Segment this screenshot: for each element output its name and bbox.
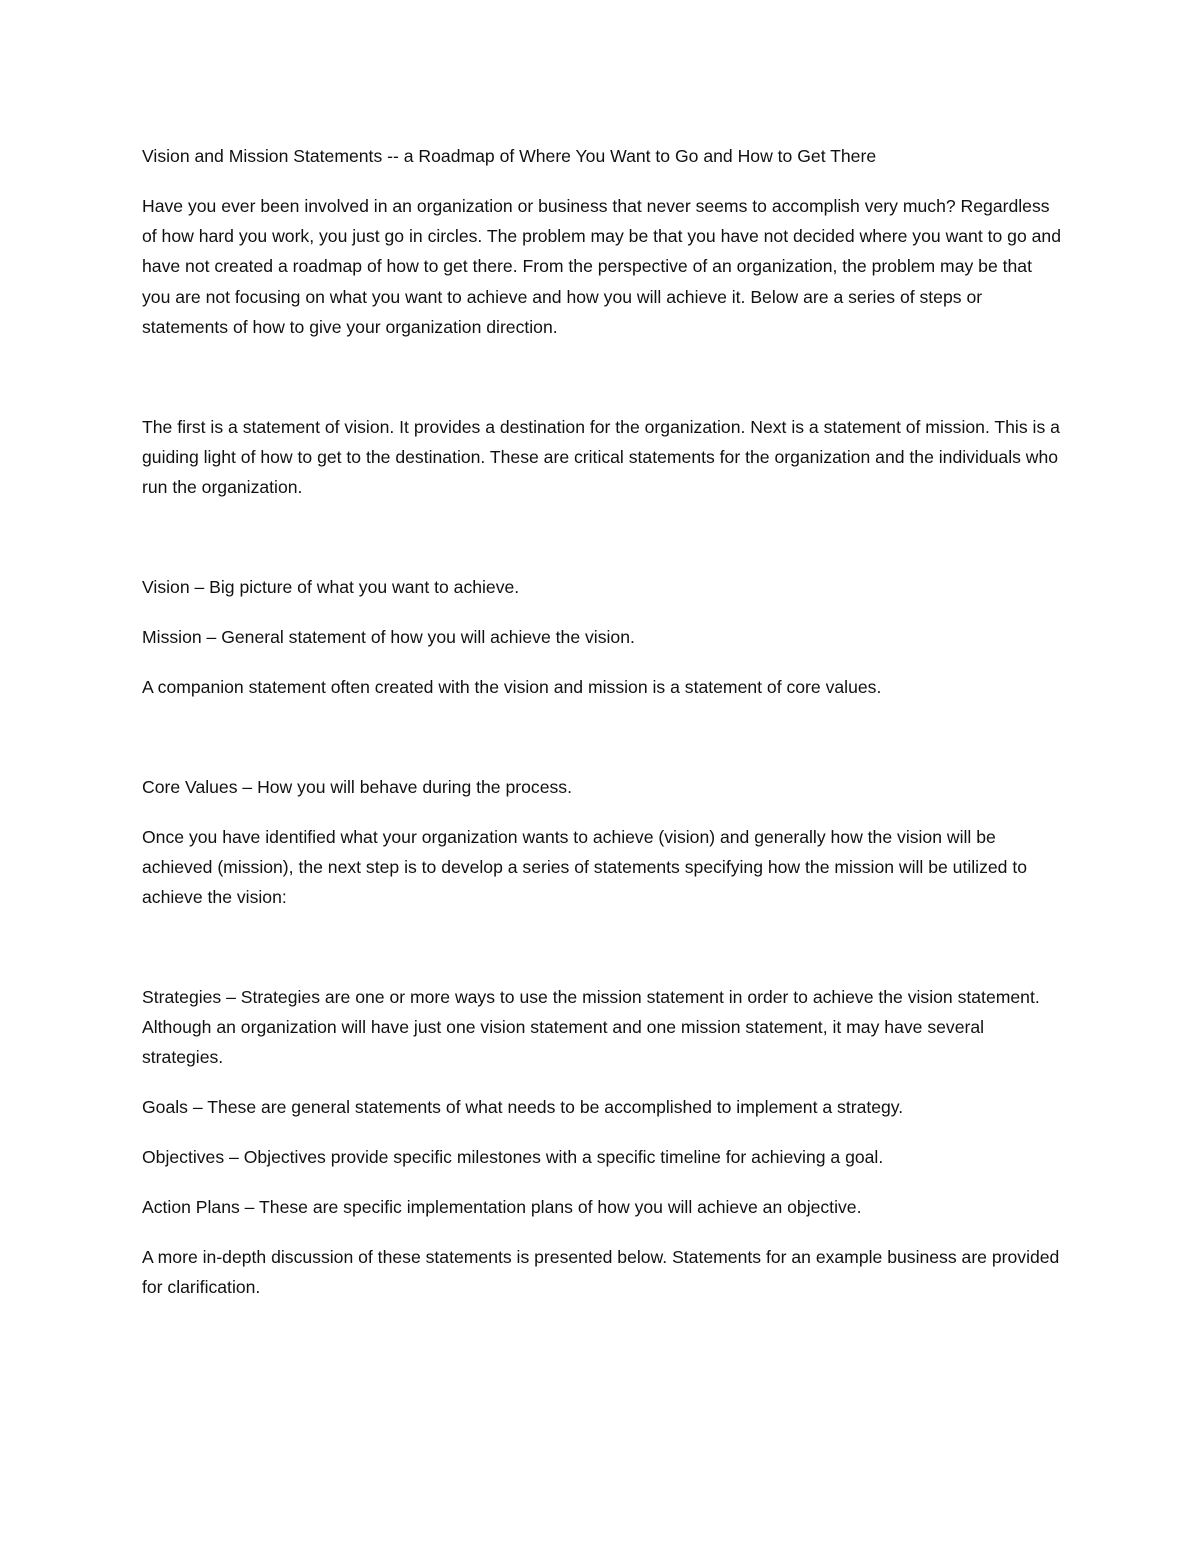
vision-definition: Vision – Big picture of what you want to achieve. xyxy=(142,577,520,597)
vision-mission-paragraph: The first is a statement of vision. It provides a destination for the organization. Next is a statement of mission. This is a guiding light of how to get to the destination. These are critical statements for the organization and the individuals who run the organization. xyxy=(142,417,1060,498)
objectives-definition: Objectives – Objectives provide specific milestones with a specific timeline for achieving a goal. xyxy=(142,1147,884,1167)
next-step-paragraph: Once you have identified what your organization wants to achieve (vision) and generally how the vision will be achieved (mission), the next step is to develop a series of statements specifying how the mission will be utilized to achieve the vision: xyxy=(142,827,1028,908)
goals-definition: Goals – These are general statements of what needs to be accomplished to implement a strategy. xyxy=(142,1097,904,1117)
intro-paragraph: Have you ever been involved in an organization or business that never seems to accomplish very much? Regardless of how hard you work, you just go in circles. The problem may be that you have not decided where you want to go and have not created a roadmap of how to get there. From the perspective of an organization, the problem may be that you are not focusing on what you want to achieve and how you will achieve it. Below are a series of steps or statements of how to give your organization direction. xyxy=(142,196,1061,337)
mission-definition: Mission – General statement of how you will achieve the vision. xyxy=(142,627,635,647)
action-plans-definition: Action Plans – These are specific implementation plans of how you will achieve an objective. xyxy=(142,1197,862,1217)
closing-paragraph: A more in-depth discussion of these statements is presented below. Statements for an example business are provided for clarification. xyxy=(142,1247,1060,1298)
companion-paragraph: A companion statement often created with the vision and mission is a statement of core values. xyxy=(142,677,882,697)
strategies-definition: Strategies – Strategies are one or more ways to use the mission statement in order to achieve the vision statement. Although an organization will have just one vision statement and one mission statement, it may have several strategies. xyxy=(142,987,1040,1068)
document-title: Vision and Mission Statements -- a Roadmap of Where You Want to Go and How to Get There xyxy=(142,146,877,166)
core-values-definition: Core Values – How you will behave during the process. xyxy=(142,777,572,797)
